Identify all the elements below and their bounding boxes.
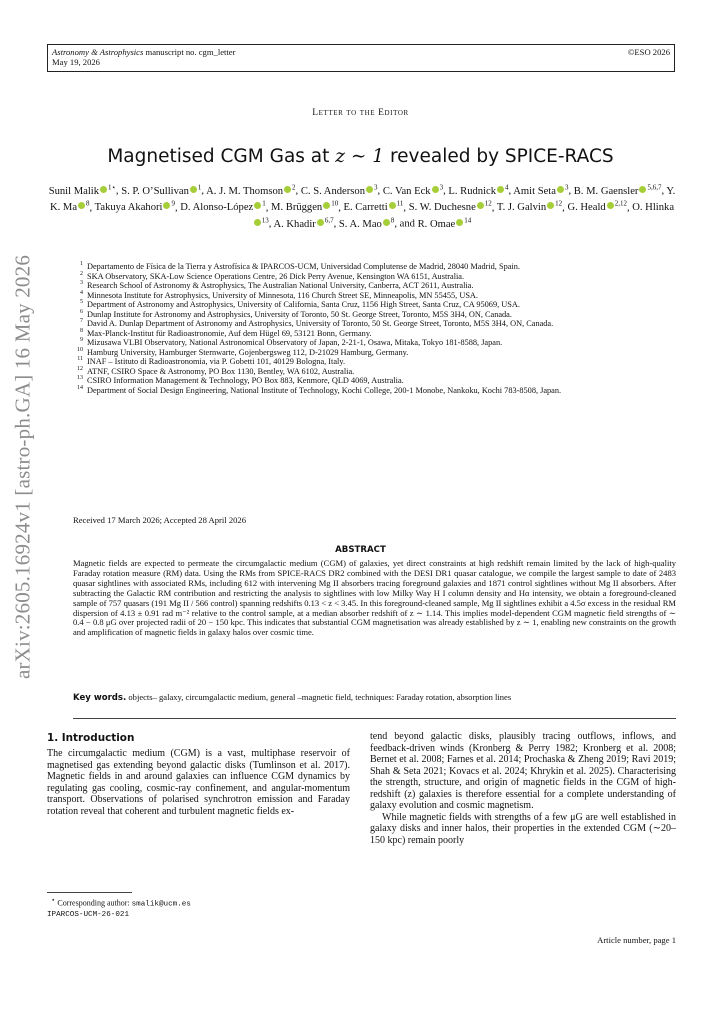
affiliation bbox=[73, 281, 676, 291]
author-affiliation-number: 1 bbox=[197, 183, 202, 191]
author-name: A. J. M. Thomson bbox=[206, 185, 284, 197]
author-affiliation-number: 1 bbox=[262, 199, 266, 208]
author bbox=[94, 199, 175, 214]
author-affiliation-number: 6,7 bbox=[324, 216, 334, 225]
author bbox=[448, 183, 509, 197]
affiliation-text: David A. Dunlap Department of Astronomy and Astrophysics, University of Toronto, 50 St. George Street, Toronto, M5S 3H4, ON, Canada. bbox=[87, 319, 554, 328]
author-name: C. Van Eck bbox=[382, 185, 431, 197]
affiliation-text: Mizusawa VLBI Observatory, National Astronomical Observatory of Japan, 2-21-1, Osawa, Mitaka, Tokyo 181-8588, Japan. bbox=[87, 338, 503, 347]
author-name: A. Khadir bbox=[273, 218, 316, 230]
author-name: Takuya Akahori bbox=[94, 202, 163, 214]
orcid-icon[interactable] bbox=[547, 202, 554, 209]
author-affiliation-number: 3 bbox=[439, 183, 444, 191]
author-name: C. S. Anderson bbox=[300, 185, 366, 197]
author-and: and bbox=[399, 218, 415, 230]
orcid-icon[interactable] bbox=[497, 186, 504, 193]
author bbox=[343, 199, 404, 214]
orcid-icon[interactable] bbox=[100, 186, 107, 193]
affiliation-text: Minnesota Institute for Astrophysics, University of Minnesota, 116 Church Street SE, Minneapolis, MN 55455, USA. bbox=[87, 290, 478, 300]
author bbox=[271, 199, 339, 214]
orcid-icon[interactable] bbox=[366, 186, 373, 193]
author-affiliation-number: 3 bbox=[374, 183, 378, 191]
author bbox=[417, 216, 472, 230]
footnote bbox=[47, 895, 191, 921]
title-pre: Magnetised CGM Gas at bbox=[107, 146, 336, 167]
author bbox=[382, 183, 444, 197]
author-affiliation-number: 8 bbox=[86, 199, 90, 208]
author-affiliation-number: 2,12 bbox=[614, 199, 627, 208]
manuscript-number: manuscript no. cgm_letter bbox=[145, 47, 236, 57]
affiliation-list bbox=[73, 262, 676, 395]
footnote-text: Corresponding author: bbox=[57, 898, 132, 908]
affiliation-text: Department of Astronomy and Astrophysics, University of California, Santa Cruz, 1156 High Street, Santa Cruz, CA 95069, USA. bbox=[87, 300, 520, 309]
author-affiliation-number: 9 bbox=[171, 199, 175, 208]
page-number: Article number, page 1 bbox=[597, 935, 676, 945]
orcid-icon[interactable] bbox=[254, 219, 261, 226]
author-list: Sunil Malik $^{1⋆}$, S. P. O’Sullivan $^1$, A. J. M. Thomson $^2$, C. S. Anderson $^3$, C. Van Eck $^3$, L. Rudnick $^4$, Amit Seta $^3$, B. M. Gaensler $^{5,6,7}$, Y. K. Ma $^8$, Takuya Akahori $^9$, D. Alonso-López $^1$, M. Brüggen $^{10}$, E. Carretti $^{11}$, S. W. Duchesne $^{12}$, T. J. Galvin $^{12}$, G. Heald $^{2,12}$, O. Hlinka$^{13}$, A. Khadir $^{6,7}$, S. A. Mao $^8$, and R. Omae $^{14}$ bbox=[48, 183, 676, 230]
intro-paragraph-1: tend beyond galactic disks, plausibly tracing outflows, inflows, and feedback-driven winds (Kronberg & Perry 1982; Kronberg et al. 2008; Bernet et al. 2008; Farnes et al. 2014; Prochaska & Zheng 2019; Ravi 2019; Shah & Seta 2021; Kovacs et al. 2024; Khrykin et al. 2025). Characterising the strength, structure, and origin of magnetic fields in the CGM of high-redshift (z) galaxies is therefore essential for a complete understanding of galaxy evolution and cosmic magnetism. bbox=[370, 731, 676, 811]
affiliation bbox=[73, 386, 676, 396]
affiliation-text: INAF – Istituto di Radioastronomia, via P. Gobetti 101, 40129 Bologna, Italy. bbox=[87, 357, 346, 366]
affiliation-number: 10 bbox=[77, 346, 83, 353]
affiliation-number: 4 bbox=[80, 289, 83, 296]
author-affiliation-number: 1⋆ bbox=[108, 183, 116, 191]
author bbox=[121, 183, 202, 197]
affiliation-number: 13 bbox=[77, 375, 83, 381]
author bbox=[273, 216, 334, 230]
author-affiliation-number: 3 bbox=[564, 183, 569, 191]
affiliation-number: 7 bbox=[80, 318, 83, 324]
affiliation bbox=[73, 376, 676, 386]
author-name: B. M. Gaensler bbox=[573, 185, 639, 197]
keywords bbox=[73, 693, 676, 704]
footnote-star: ⋆ bbox=[51, 896, 56, 904]
affiliation-number: 2 bbox=[80, 270, 83, 277]
author-name: S. A. Mao bbox=[338, 218, 382, 230]
author-name: L. Rudnick bbox=[448, 185, 497, 197]
orcid-icon[interactable] bbox=[607, 202, 614, 209]
author-affiliation-number: 12 bbox=[555, 199, 563, 208]
orcid-icon[interactable] bbox=[190, 186, 197, 193]
footnote-divider bbox=[47, 892, 132, 893]
affiliation bbox=[73, 367, 676, 377]
affiliation bbox=[73, 300, 676, 310]
author-name: Sunil Malik bbox=[48, 185, 100, 197]
orcid-icon[interactable] bbox=[323, 202, 330, 209]
orcid-icon[interactable] bbox=[78, 202, 85, 209]
letter-label: Letter to the Editor bbox=[312, 108, 409, 118]
affiliation-number: 1 bbox=[80, 261, 83, 267]
author-name: G. Heald bbox=[567, 202, 606, 214]
orcid-icon[interactable] bbox=[477, 202, 484, 209]
affiliation-number: 3 bbox=[80, 280, 83, 286]
affiliation-number: 12 bbox=[77, 365, 83, 372]
affiliation-text: Hamburg University, Hamburger Sternwarte, Gojenbergsweg 112, D-21029 Hamburg, Germany. bbox=[87, 347, 409, 357]
report-id: IPARCOS-UCM-26-021 bbox=[47, 911, 130, 920]
author-affiliation-number: 13 bbox=[261, 216, 269, 225]
author-name: Y. K. Ma bbox=[49, 185, 676, 214]
affiliation-text: Departamento de Física de la Tierra y Astrofísica & IPARCOS-UCM, Universidad Complutense de Madrid, 28040 Madrid, Spain. bbox=[87, 262, 520, 271]
affiliation-number: 9 bbox=[80, 337, 83, 343]
author-name: R. Omae bbox=[417, 218, 456, 230]
author bbox=[206, 183, 296, 197]
author-name: E. Carretti bbox=[343, 202, 388, 214]
author bbox=[513, 183, 569, 197]
intro-left-column: The circumgalactic medium (CGM) is a vast, multiphase reservoir of magnetised gas extending beyond galactic disks (Tumlinson et al. 2017). Magnetic fields in and around galaxies can influence CGM dynamics by regulating gas cooling, cosmic-ray confinement, and angular-momentum transport. Observations of polarised synchrotron emission and Faraday rotation reveal that coherent and turbulent magnetic fields ex- bbox=[47, 748, 350, 817]
affiliation-number: 6 bbox=[80, 308, 83, 315]
keywords-text: objects– galaxy, circumgalactic medium, general –magnetic field, techniques: Faraday rotation, absorption lines bbox=[128, 692, 512, 702]
author-affiliation-number: 2 bbox=[292, 183, 296, 191]
orcid-icon[interactable] bbox=[456, 219, 463, 226]
affiliation-text: ATNF, CSIRO Space & Astronomy, PO Box 1130, Bentley, WA 6102, Australia. bbox=[87, 366, 355, 376]
affiliation-text: Max-Planck-Institut für Radioastronomie, Auf dem Hügel 69, 53121 Bonn, Germany. bbox=[87, 328, 372, 338]
author-affiliation-number: 14 bbox=[464, 216, 472, 225]
orcid-icon[interactable] bbox=[163, 202, 170, 209]
affiliation-number: 5 bbox=[80, 299, 83, 305]
intro-paragraph-2: While magnetic fields with strengths of a few μG are well established in galaxy disks and inner halos, their properties in the extended CGM (∼20–150 kpc) remain poorly bbox=[370, 811, 676, 846]
title-post: revealed by SPICE-RACS bbox=[384, 146, 614, 167]
author bbox=[300, 183, 378, 197]
author-name: D. Alonso-López bbox=[180, 202, 254, 214]
author-affiliation-number: 12 bbox=[484, 199, 492, 208]
paper-title bbox=[0, 146, 721, 167]
abstract-text: Magnetic fields are expected to permeate the circumgalactic medium (CGM) of galaxies, yet direct constraints at high redshift remain limited by the lack of high-quality Faraday rotation measure (RM) data. Using the RMs from SPICE-RACS DR2 combined with the DESI DR1 quasar catalogue, we compile the largest sample to date of 2483 quasar sightlines with associated RMs, including 612 with intervening Mg II absorbers tracing foreground galaxies and 1871 control sightlines without Mg II absorbers. After subtracting the Galactic RM contribution and restricting the analysis to sightlines with low Milky Way H I column density and Hα intensity, we obtain a foreground-cleaned sample of 757 quasars (191 Mg II / 566 control) spanning redshifts 0.13 < z < 3.45. In this foreground-cleaned sample, Mg II sightlines exhibit a 4.5σ excess in the residual RM dispersion of 4.13 ± 0.91 rad m⁻² relative to the control sample, at a median absorber redshift of z ∼ 1.14. This implies model-dependent CGM magnetic field strengths of ∼ 0.4 − 0.8 μG over projected radii of 20 − 150 kpc. This indicates that substantial CGM magnetisation was already established by z ∼ 1, enabling new constraints on the growth and amplification of magnetic fields in galaxy halos over cosmic time. bbox=[73, 558, 676, 638]
affiliation bbox=[73, 348, 676, 358]
affiliation bbox=[73, 291, 676, 301]
orcid-icon[interactable] bbox=[254, 202, 261, 209]
affiliation bbox=[73, 338, 676, 348]
affiliation-text: Department of Social Design Engineering, National Institute of Technology, Kochi College, 200-1 Monobe, Nankoku, Kochi 783-8508, Japan. bbox=[87, 385, 562, 395]
author-name: O. Hlinka bbox=[632, 202, 675, 214]
affiliation-text: SKA Observatory, SKA-Low Science Operations Centre, 26 Dick Perry Avenue, Kensington WA 6151, Australia. bbox=[87, 271, 465, 281]
affiliation bbox=[73, 272, 676, 282]
orcid-icon[interactable] bbox=[284, 186, 291, 193]
author-name: M. Brüggen bbox=[271, 202, 323, 214]
author-name: S. W. Duchesne bbox=[408, 202, 476, 214]
received-date: Received 17 March 2026; Accepted 28 April 2026 bbox=[73, 515, 247, 525]
author-affiliation-number: 4 bbox=[505, 183, 509, 191]
author bbox=[567, 199, 627, 214]
manuscript-header bbox=[47, 44, 675, 72]
title-math: z ∼ 1 bbox=[335, 146, 385, 167]
arxiv-stamp bbox=[3, 254, 43, 680]
orcid-icon[interactable] bbox=[639, 186, 646, 193]
affiliation bbox=[73, 319, 676, 329]
author-name: T. J. Galvin bbox=[496, 202, 547, 214]
affiliation bbox=[73, 310, 676, 320]
affiliation-text: CSIRO Information Management & Technology, PO Box 883, Kenmore, QLD 4069, Australia. bbox=[87, 376, 404, 385]
affiliation-number: 8 bbox=[80, 327, 83, 334]
arxiv-id: arXiv:2605.16924v1 [astro-ph.GA] 16 May 2026 bbox=[10, 254, 35, 680]
affiliation-text: Dunlap Institute for Astronomy and Astrophysics, University of Toronto, 50 St. George Street, Toronto, M5S 3H4, ON, Canada. bbox=[87, 309, 512, 319]
orcid-icon[interactable] bbox=[383, 219, 390, 226]
author bbox=[48, 183, 116, 197]
author bbox=[496, 199, 563, 214]
affiliation bbox=[73, 262, 676, 272]
orcid-icon[interactable] bbox=[317, 219, 324, 226]
affiliation-number: 11 bbox=[77, 356, 83, 362]
author bbox=[338, 216, 395, 230]
orcid-icon[interactable] bbox=[432, 186, 439, 193]
section-title: 1. Introduction bbox=[47, 732, 135, 744]
author-affiliation-number: 8 bbox=[390, 216, 395, 225]
journal-name: Astronomy & Astrophysics bbox=[52, 47, 144, 57]
footnote-email[interactable]: smalik@ucm.es bbox=[131, 900, 191, 909]
manuscript-date: May 19, 2026 bbox=[52, 57, 100, 67]
intro-right-column bbox=[370, 731, 676, 846]
author-name: S. P. O’Sullivan bbox=[121, 185, 189, 197]
orcid-icon[interactable] bbox=[389, 202, 396, 209]
affiliation bbox=[73, 329, 676, 339]
author-affiliation-number: 10 bbox=[331, 199, 339, 208]
affiliation bbox=[73, 357, 676, 367]
affiliation-text: Research School of Astronomy & Astrophysics, The Australian National University, Canberra, ACT 2611, Australia. bbox=[87, 281, 474, 290]
keywords-label: Key words. bbox=[73, 693, 127, 703]
affiliation-number: 14 bbox=[77, 384, 83, 391]
copyright: ©ESO 2026 bbox=[627, 47, 670, 57]
author bbox=[408, 199, 492, 214]
author-name: Amit Seta bbox=[513, 185, 556, 197]
abstract-heading: ABSTRACT bbox=[335, 545, 386, 555]
author bbox=[180, 199, 266, 214]
author-affiliation-number: 11 bbox=[396, 199, 404, 208]
author bbox=[573, 183, 662, 197]
abstract-divider bbox=[73, 718, 676, 719]
orcid-icon[interactable] bbox=[557, 186, 564, 193]
author-affiliation-number: 5,6,7 bbox=[647, 183, 662, 191]
